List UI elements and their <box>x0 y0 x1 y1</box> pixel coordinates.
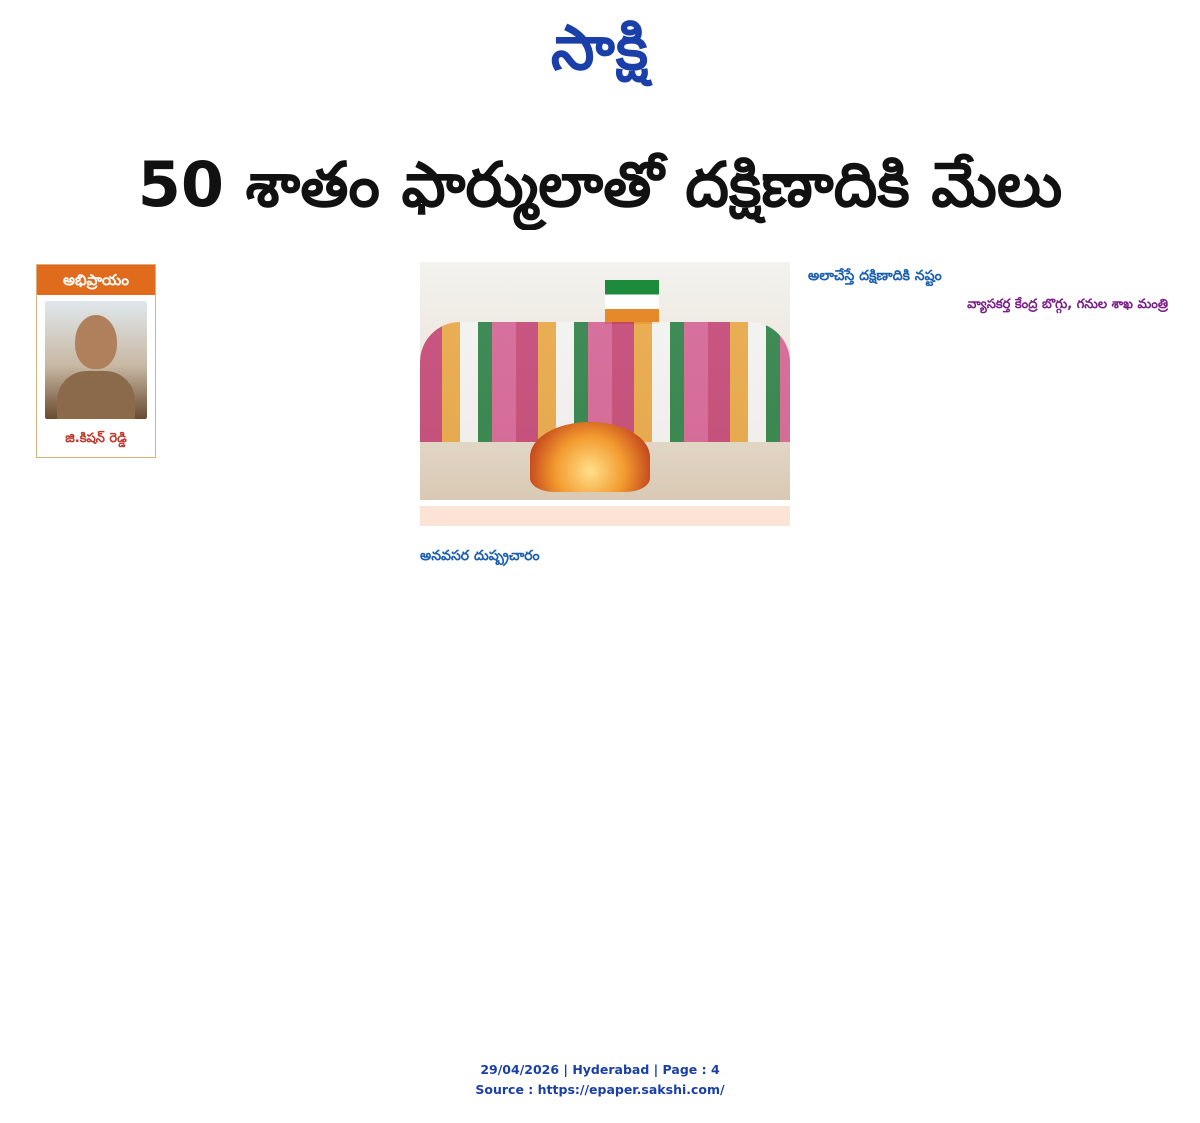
footer-date-edition: 29/04/2026 | Hyderabad | Page : 4 <box>480 1062 720 1077</box>
news-photo <box>420 262 790 500</box>
author-byline: వ్యాసకర్త కేంద్ర బొగ్గు, గనుల శాఖ మంత్రి <box>967 296 1168 312</box>
party-flag <box>605 280 659 324</box>
article-column-1 <box>36 262 400 1013</box>
newspaper-logo: సాక్షి <box>550 11 650 84</box>
author-name: జి.కిషన్ రెడ్డి <box>65 430 127 446</box>
author-face <box>75 315 117 369</box>
article-headline: 50 శాతం ఫార్ములాతో దక్షిణాదికి మేలు <box>137 148 1063 221</box>
article-column-2 <box>420 262 790 1013</box>
article-column-3 <box>808 262 1168 1013</box>
effigy-fire <box>530 422 650 492</box>
author-box <box>36 264 156 458</box>
author-photo <box>45 301 147 419</box>
author-shirt <box>57 371 135 419</box>
subheading-1: అనవసర దుష్ప్రచారం <box>420 548 540 564</box>
pull-quote <box>420 506 790 526</box>
subheading-2: అలాచేస్తే దక్షిణాదికి నష్టం <box>808 268 942 284</box>
opinion-tag: అభిప్రాయం <box>37 265 155 295</box>
footer-source: Source : https://epaper.sakshi.com/ <box>475 1082 725 1097</box>
masthead <box>0 8 1200 88</box>
